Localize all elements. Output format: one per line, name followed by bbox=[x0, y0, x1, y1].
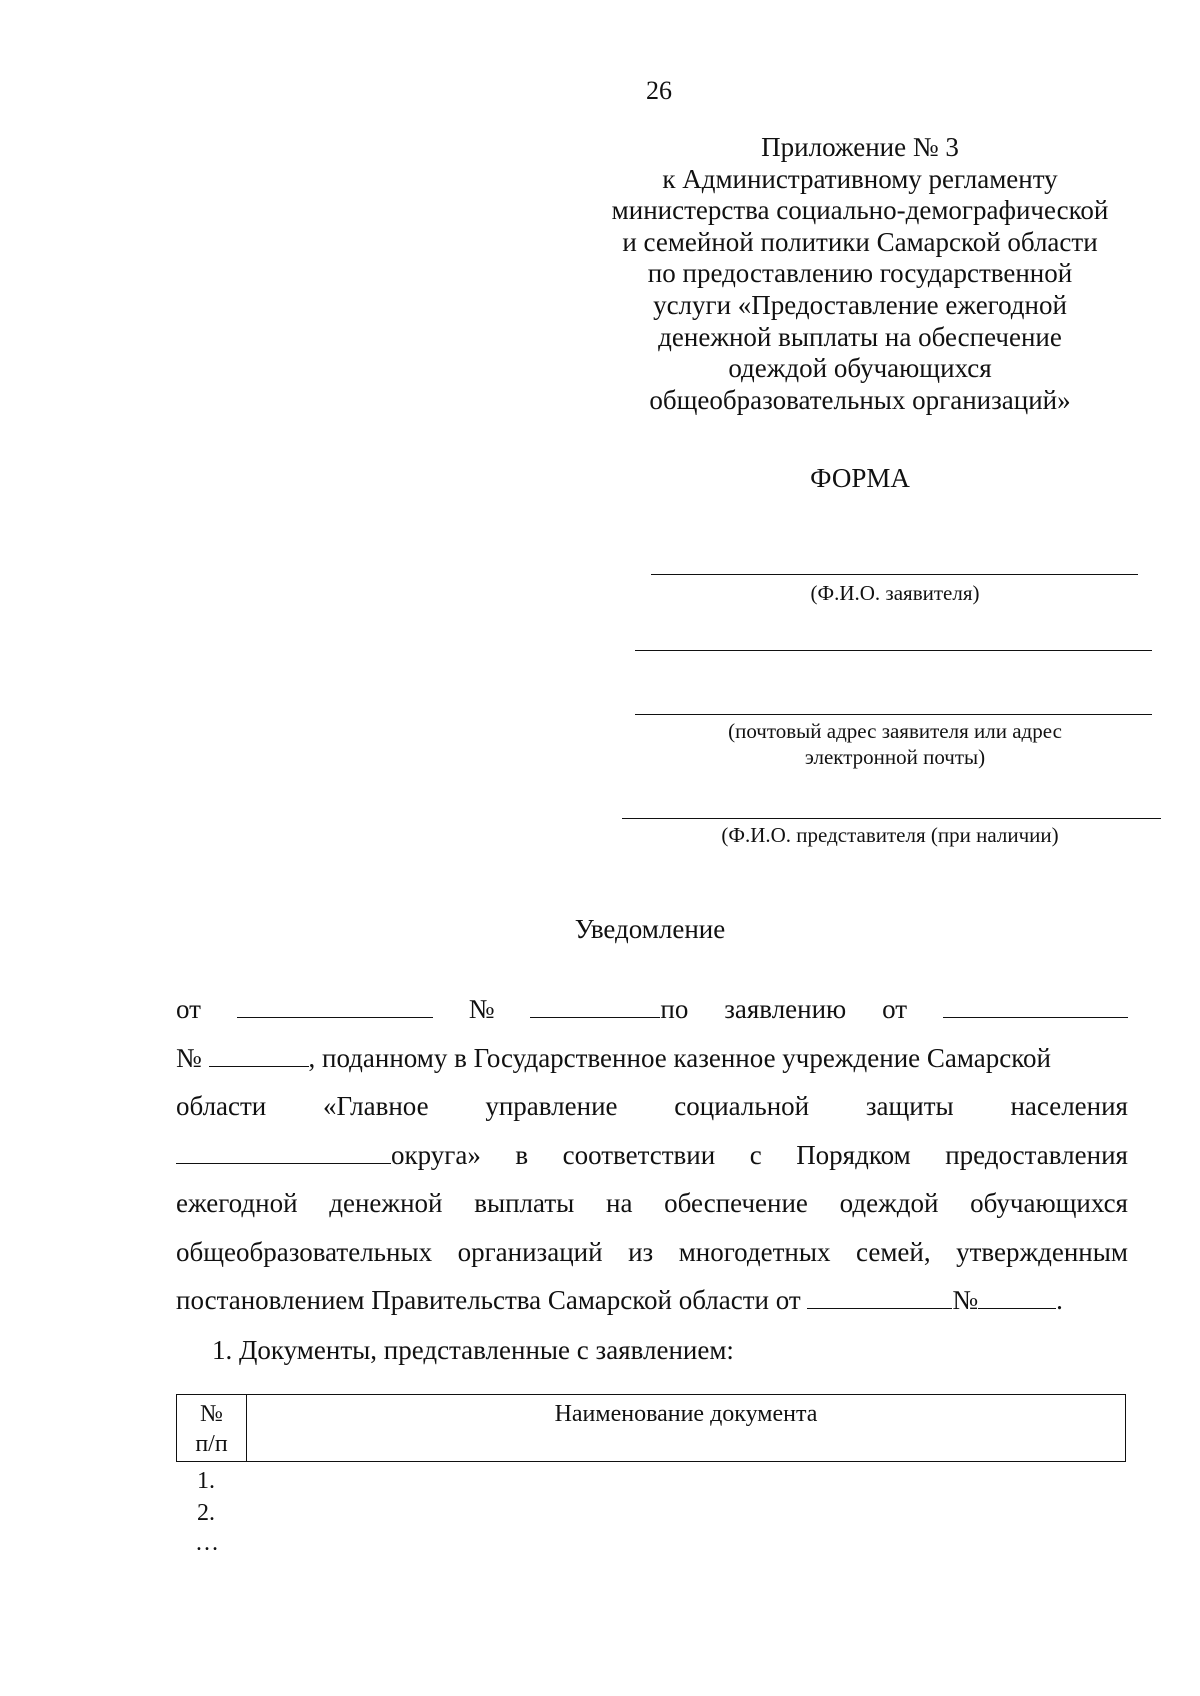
body-word: общеобразовательных bbox=[176, 1236, 433, 1267]
appendix-line: общеобразовательных организаций» bbox=[649, 384, 1071, 415]
body-word: от bbox=[882, 994, 908, 1024]
notice-title: Уведомление bbox=[574, 914, 726, 944]
body-word: Порядком bbox=[796, 1139, 911, 1170]
appendix-line: денежной выплаты на обеспечение bbox=[658, 321, 1062, 352]
address-line-1[interactable] bbox=[635, 650, 1152, 651]
body-word: денежной bbox=[329, 1188, 443, 1218]
address-caption-line: электронной почты) bbox=[804, 745, 986, 769]
applicant-name-caption: (Ф.И.О. заявителя) bbox=[810, 581, 980, 605]
appendix-line: одеждой обучающихся bbox=[728, 353, 992, 384]
body-text-run: постановлением Правительства Самарской области от bbox=[176, 1285, 801, 1315]
body-word: . bbox=[1056, 1285, 1063, 1315]
table-row-number: 2. bbox=[197, 1500, 215, 1526]
appendix-line: и семейной политики Самарской области bbox=[622, 226, 1098, 257]
body-line-4 bbox=[176, 1131, 1128, 1180]
body-word: одеждой bbox=[839, 1188, 939, 1218]
page-number: 26 bbox=[646, 76, 672, 105]
body-word: защиты bbox=[865, 1091, 954, 1121]
application-date-blank[interactable] bbox=[943, 990, 1128, 1018]
body-word: области bbox=[176, 1091, 267, 1121]
body-word: предоставления bbox=[945, 1139, 1128, 1170]
documents-heading: 1. Документы, представленные с заявлением: bbox=[212, 1335, 734, 1365]
body-word: населения bbox=[1010, 1091, 1128, 1121]
body-word: в bbox=[515, 1139, 529, 1170]
body-word: многодетных bbox=[678, 1236, 831, 1267]
decree-number-blank[interactable] bbox=[978, 1281, 1056, 1309]
appendix-line: Приложение № 3 bbox=[761, 132, 959, 162]
body-word: № bbox=[952, 1285, 979, 1315]
form-title: ФОРМА bbox=[810, 463, 910, 493]
appendix-line: услуги «Предоставление ежегодной bbox=[653, 289, 1067, 320]
body-word: из bbox=[628, 1236, 654, 1267]
body-word: семей, bbox=[856, 1236, 931, 1267]
body-word: выплаты bbox=[474, 1188, 575, 1218]
appendix-line: к Административному регламенту bbox=[662, 163, 1058, 194]
body-word: утвержденным bbox=[956, 1236, 1128, 1267]
body-word: с bbox=[749, 1139, 762, 1170]
body-word: «Главное bbox=[323, 1091, 429, 1121]
body-word: ежегодной bbox=[176, 1188, 298, 1218]
application-number-blank[interactable] bbox=[209, 1039, 309, 1067]
body-line-5 bbox=[176, 1179, 1128, 1228]
body-word: обеспечение bbox=[664, 1188, 808, 1218]
body-word: на bbox=[606, 1188, 633, 1218]
body-word: по bbox=[660, 994, 689, 1024]
table-header-text: № bbox=[200, 1401, 223, 1427]
appendix-line: министерства социально-демографической bbox=[611, 195, 1109, 226]
representative-line[interactable] bbox=[622, 818, 1161, 819]
body-word: социальной bbox=[674, 1091, 810, 1121]
body-line-7 bbox=[176, 1276, 1128, 1325]
appendix-block bbox=[580, 132, 1140, 416]
body-line-2 bbox=[176, 1034, 1128, 1083]
notice-number-blank[interactable] bbox=[530, 990, 660, 1018]
address-caption bbox=[660, 718, 1130, 770]
body-line-3 bbox=[176, 1082, 1128, 1131]
body-word: организаций bbox=[457, 1236, 603, 1267]
representative-caption: (Ф.И.О. представителя (при наличии) bbox=[721, 823, 1059, 847]
body-line-6 bbox=[176, 1228, 1128, 1277]
table-header-document-name: Наименование документа bbox=[554, 1401, 818, 1427]
table-header-number bbox=[177, 1395, 247, 1461]
documents-table-header bbox=[176, 1394, 1126, 1462]
table-header-text: п/п bbox=[195, 1431, 228, 1457]
notice-body bbox=[176, 985, 1128, 1325]
address-caption-line: (почтовый адрес заявителя или адрес bbox=[728, 719, 1062, 743]
body-word: № bbox=[176, 1042, 202, 1073]
body-word: соответствии bbox=[562, 1139, 716, 1170]
district-blank[interactable] bbox=[176, 1136, 391, 1164]
appendix-line: по предоставлению государственной bbox=[647, 258, 1073, 289]
address-line-2[interactable] bbox=[635, 714, 1152, 715]
decree-date-blank[interactable] bbox=[807, 1281, 952, 1309]
body-line-1 bbox=[176, 985, 1128, 1034]
body-word: заявлению bbox=[724, 994, 847, 1024]
body-word: № bbox=[468, 994, 495, 1024]
applicant-name-line[interactable] bbox=[651, 574, 1138, 575]
table-row-number: 1. bbox=[197, 1468, 215, 1494]
body-word: от bbox=[176, 994, 201, 1024]
body-word: обучающихся bbox=[970, 1188, 1128, 1218]
notice-date-blank[interactable] bbox=[237, 990, 433, 1018]
body-word: округа» bbox=[391, 1139, 481, 1170]
table-row-ellipsis: … bbox=[195, 1530, 219, 1556]
body-text-run: , поданному в Государственное казенное учреждение Самарской bbox=[308, 1042, 1051, 1073]
body-word: управление bbox=[485, 1091, 618, 1121]
